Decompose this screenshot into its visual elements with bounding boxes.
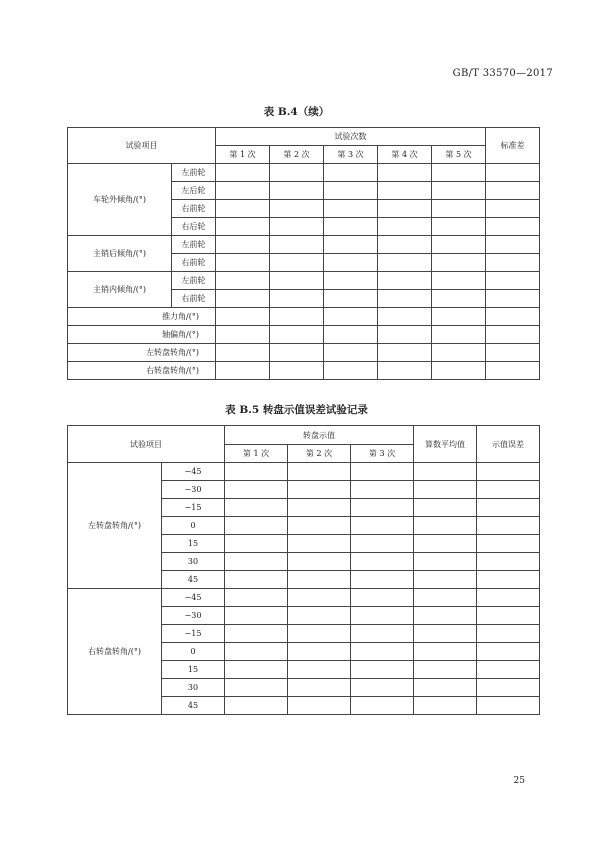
angle-label: −30 — [162, 607, 225, 625]
sub-label: 右前轮 — [172, 200, 216, 218]
header-error: 示值误差 — [477, 426, 540, 463]
table-row — [68, 236, 540, 254]
row-label: 左转盘转角/(°) — [68, 344, 216, 362]
table-row — [68, 272, 540, 290]
angle-label: 45 — [162, 571, 225, 589]
standard-code: GB/T 33570—2017 — [452, 68, 553, 79]
angle-label: −30 — [162, 481, 225, 499]
header-item: 试验项目 — [68, 426, 225, 463]
table-b5 — [67, 425, 540, 715]
sub-label: 右后轮 — [172, 218, 216, 236]
row-label: 车轮外倾角/(°) — [68, 164, 172, 236]
row-label: 右转盘转角/(°) — [68, 589, 162, 715]
angle-label: 0 — [162, 643, 225, 661]
angle-label: 15 — [162, 661, 225, 679]
table-row — [68, 344, 540, 362]
table-row — [68, 589, 540, 607]
trial-header: 第 4 次 — [378, 146, 432, 164]
angle-label: −45 — [162, 463, 225, 481]
page-number: 25 — [513, 776, 525, 786]
angle-label: 30 — [162, 679, 225, 697]
row-label: 主销内倾角/(°) — [68, 272, 172, 308]
header-display: 转盘示值 — [225, 426, 414, 445]
table-row — [68, 164, 540, 182]
sub-label: 左前轮 — [172, 272, 216, 290]
header-std: 标准差 — [486, 128, 540, 164]
table-row — [68, 308, 540, 326]
angle-label: −15 — [162, 499, 225, 517]
sub-label: 右前轮 — [172, 290, 216, 308]
header-item: 试验项目 — [68, 128, 216, 164]
trial-header: 第 1 次 — [225, 445, 288, 463]
angle-label: 0 — [162, 517, 225, 535]
header-mean: 算数平均值 — [414, 426, 477, 463]
table-b4-caption: 表 B.4（续） — [263, 106, 330, 118]
angle-label: 15 — [162, 535, 225, 553]
trial-header: 第 3 次 — [324, 146, 378, 164]
table-b4 — [67, 127, 540, 380]
sub-label: 左后轮 — [172, 182, 216, 200]
table-row — [68, 326, 540, 344]
row-label: 右转盘转角/(°) — [68, 362, 216, 380]
angle-label: 30 — [162, 553, 225, 571]
sub-label: 右前轮 — [172, 254, 216, 272]
header-trials: 试验次数 — [216, 128, 486, 146]
row-label: 推力角/(°) — [68, 308, 216, 326]
trial-header: 第 2 次 — [270, 146, 324, 164]
angle-label: −45 — [162, 589, 225, 607]
sub-label: 左前轮 — [172, 164, 216, 182]
sub-label: 左前轮 — [172, 236, 216, 254]
table-row — [68, 463, 540, 481]
angle-label: 45 — [162, 697, 225, 715]
trial-header: 第 5 次 — [432, 146, 486, 164]
row-label: 左转盘转角/(°) — [68, 463, 162, 589]
trial-header: 第 2 次 — [288, 445, 351, 463]
angle-label: −15 — [162, 625, 225, 643]
table-row — [68, 362, 540, 380]
row-label: 轴偏角/(°) — [68, 326, 216, 344]
row-label: 主销后倾角/(°) — [68, 236, 172, 272]
trial-header: 第 3 次 — [351, 445, 414, 463]
table-b5-caption: 表 B.5 转盘示值误差试验记录 — [225, 404, 368, 416]
trial-header: 第 1 次 — [216, 146, 270, 164]
